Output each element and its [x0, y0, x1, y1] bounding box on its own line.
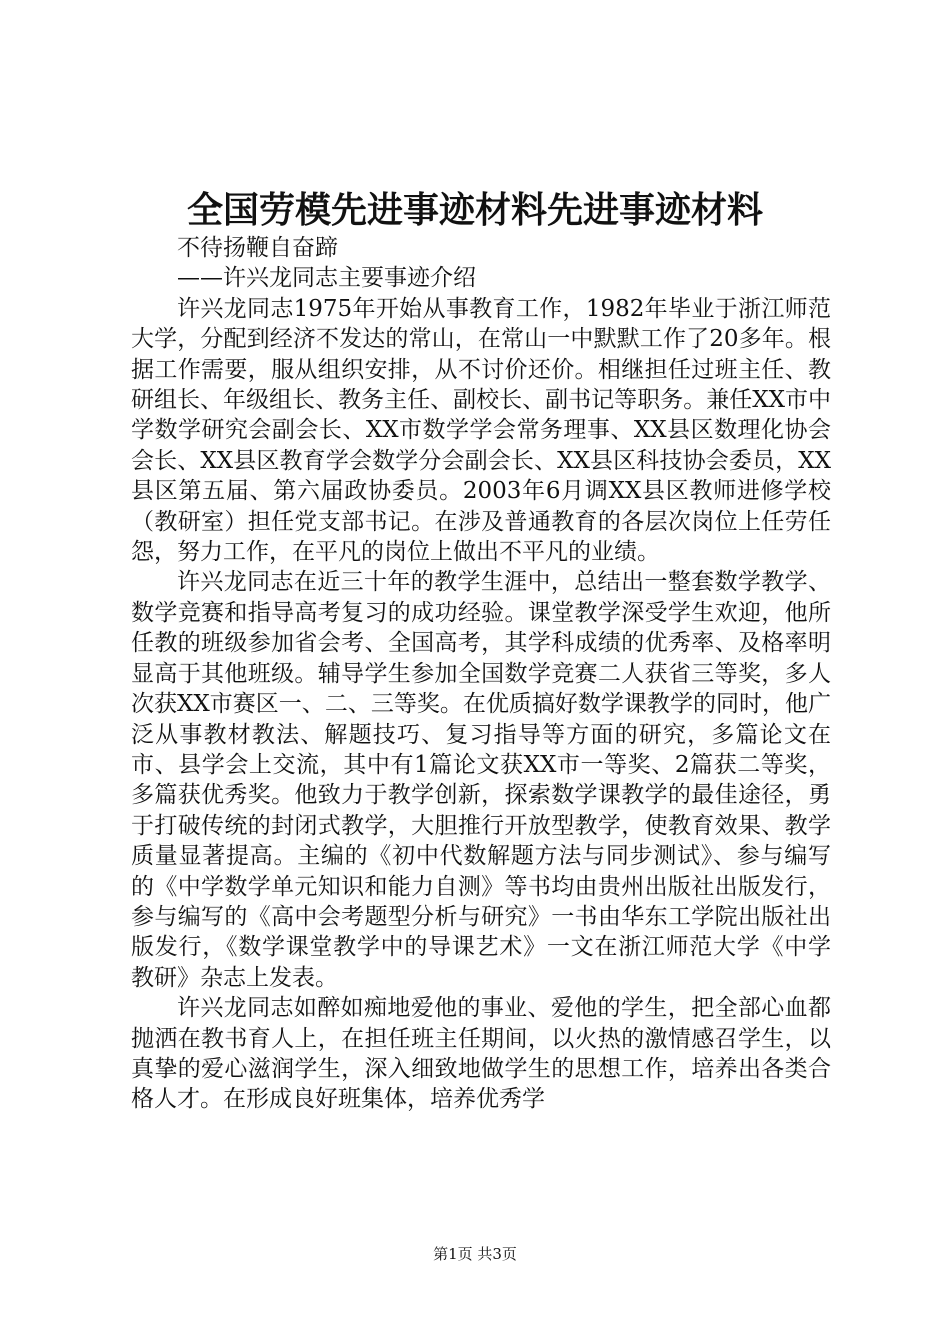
byline: ——许兴龙同志主要事迹介绍 [177, 265, 476, 292]
page-number-footer: 第1页 共3页 [433, 1245, 517, 1263]
paragraph-3: 许兴龙同志如醉如痴地爱他的事业、爱他的学生，把全部心血都抛洒在教书育人上，在担任班主任期间，以火热的激情感召学生，以真挚的爱心滋润学生，深入细致地做学生的思想工作，培养出各类合格人才。在形成良好班集体，培养优秀学 [131, 995, 831, 1113]
document-title: 全国劳模先进事迹材料先进事迹材料 [186, 189, 763, 231]
paragraph-1: 许兴龙同志1975年开始从事教育工作，1982年毕业于浙江师范大学，分配到经济不发达的常山，在常山一中默默工作了20多年。根据工作需要，服从组织安排，从不讨价还价。相继担任过班主任、教研组长、年级组长、教务主任、副校长、副书记等职务。兼任XX市中学数学研究会副会长、XX市数学学会常务理事、XX县区数理化协会会长、XX县区教育学会数学分会副会长、XX县区科技协会委员，XX县区第五届、第六届政协委员。2003年6月调XX县区教师进修学校（教研室）担任党支部书记。在涉及普通教育的各层次岗位上任劳任怨，努力工作，在平凡的岗位上做出不平凡的业绩。 [131, 295, 831, 566]
subtitle: 不待扬鞭自奋蹄 [177, 235, 338, 261]
paragraph-2: 许兴龙同志在近三十年的教学生涯中，总结出一整套数学教学、数学竞赛和指导高考复习的成功经验。课堂教学深受学生欢迎，他所任教的班级参加省会考、全国高考，其学科成绩的优秀率、及格率明显高于其他班级。辅导学生参加全国数学竞赛二人获省三等奖，多人次获XX市赛区一、二、三等奖。在优质搞好数学课教学的同时，他广泛从事教材教法、解题技巧、复习指导等方面的研究，多篇论文在市、县学会上交流，其中有1篇论文获XX市一等奖、2篇获二等奖，多篇获优秀奖。他致力于教学创新，探索数学课教学的最佳途径，勇于打破传统的封闭式教学，大胆推行开放型教学，使教育效果、教学质量显著提高。主编的《初中代数解题方法与同步测试》、参与编写的《中学数学单元知识和能力自测》等书均由贵州出版社出版发行，参与编写的《高中会考题型分析与研究》一书由华东工学院出版社出版发行，《数学课堂教学中的导课艺术》一文在浙江师范大学《中学教研》杂志上发表。 [131, 569, 831, 991]
document-body [131, 233, 831, 1115]
